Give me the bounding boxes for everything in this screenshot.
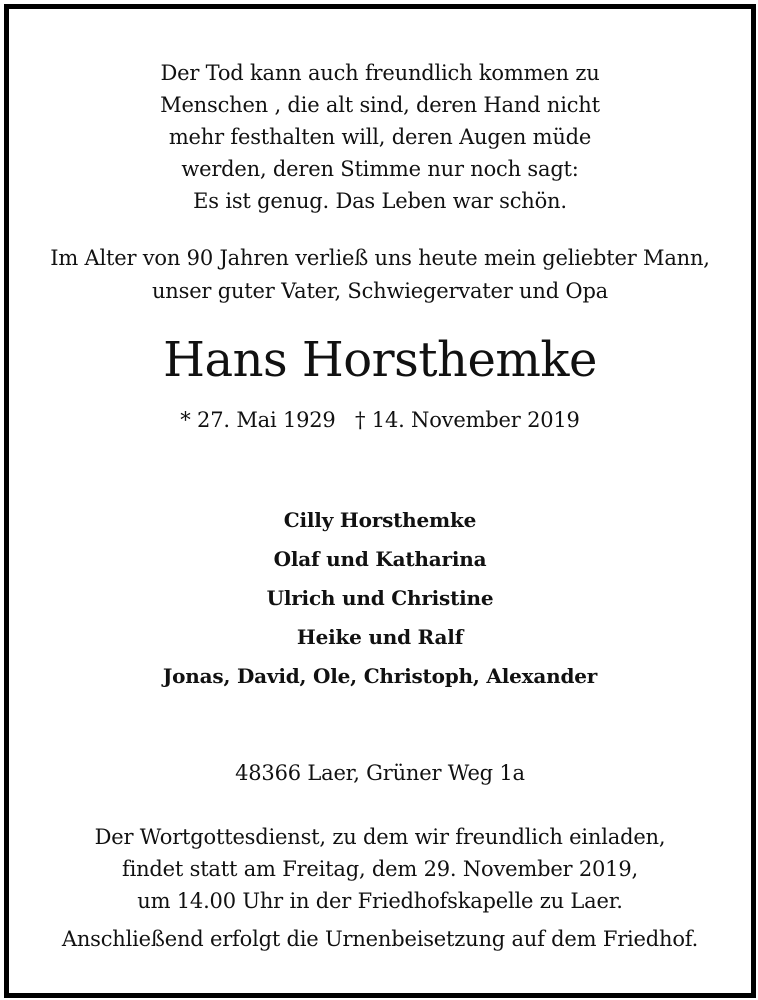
service-line: Anschließend erfolgt die Urnenbeisetzung auf dem Friedhof. bbox=[61, 927, 699, 951]
obituary-notice bbox=[4, 4, 756, 998]
poem-line: Es ist genug. Das Leben war schön. bbox=[193, 189, 567, 213]
mourner-name: Heike und Ralf bbox=[296, 625, 464, 649]
deceased-name: Hans Horsthemke bbox=[163, 332, 597, 388]
address: 48366 Laer, Grüner Weg 1a bbox=[235, 761, 525, 785]
intro-line: unser guter Vater, Schwiegervater und Opa bbox=[151, 279, 609, 303]
service-line: findet statt am Freitag, dem 29. November 2019, bbox=[122, 857, 638, 881]
life-dates: * 27. Mai 1929 † 14. November 2019 bbox=[180, 408, 580, 432]
poem-line: werden, deren Stimme nur noch sagt: bbox=[181, 157, 579, 181]
mourner-name: Olaf und Katharina bbox=[273, 547, 487, 571]
service-line: Der Wortgottesdienst, zu dem wir freundlich einladen, bbox=[94, 825, 666, 849]
poem-line: Der Tod kann auch freundlich kommen zu bbox=[160, 61, 600, 85]
service-line: um 14.00 Uhr in der Friedhofskapelle zu Laer. bbox=[137, 889, 623, 913]
mourner-name: Jonas, David, Ole, Christoph, Alexander bbox=[162, 664, 598, 688]
mourner-name: Cilly Horsthemke bbox=[283, 508, 477, 532]
intro-line: Im Alter von 90 Jahren verließ uns heute mein geliebter Mann, bbox=[50, 246, 710, 270]
mourner-name: Ulrich und Christine bbox=[266, 586, 494, 610]
poem-line: mehr festhalten will, deren Augen müde bbox=[168, 125, 592, 149]
poem-line: Menschen , die alt sind, deren Hand nicht bbox=[160, 93, 600, 117]
